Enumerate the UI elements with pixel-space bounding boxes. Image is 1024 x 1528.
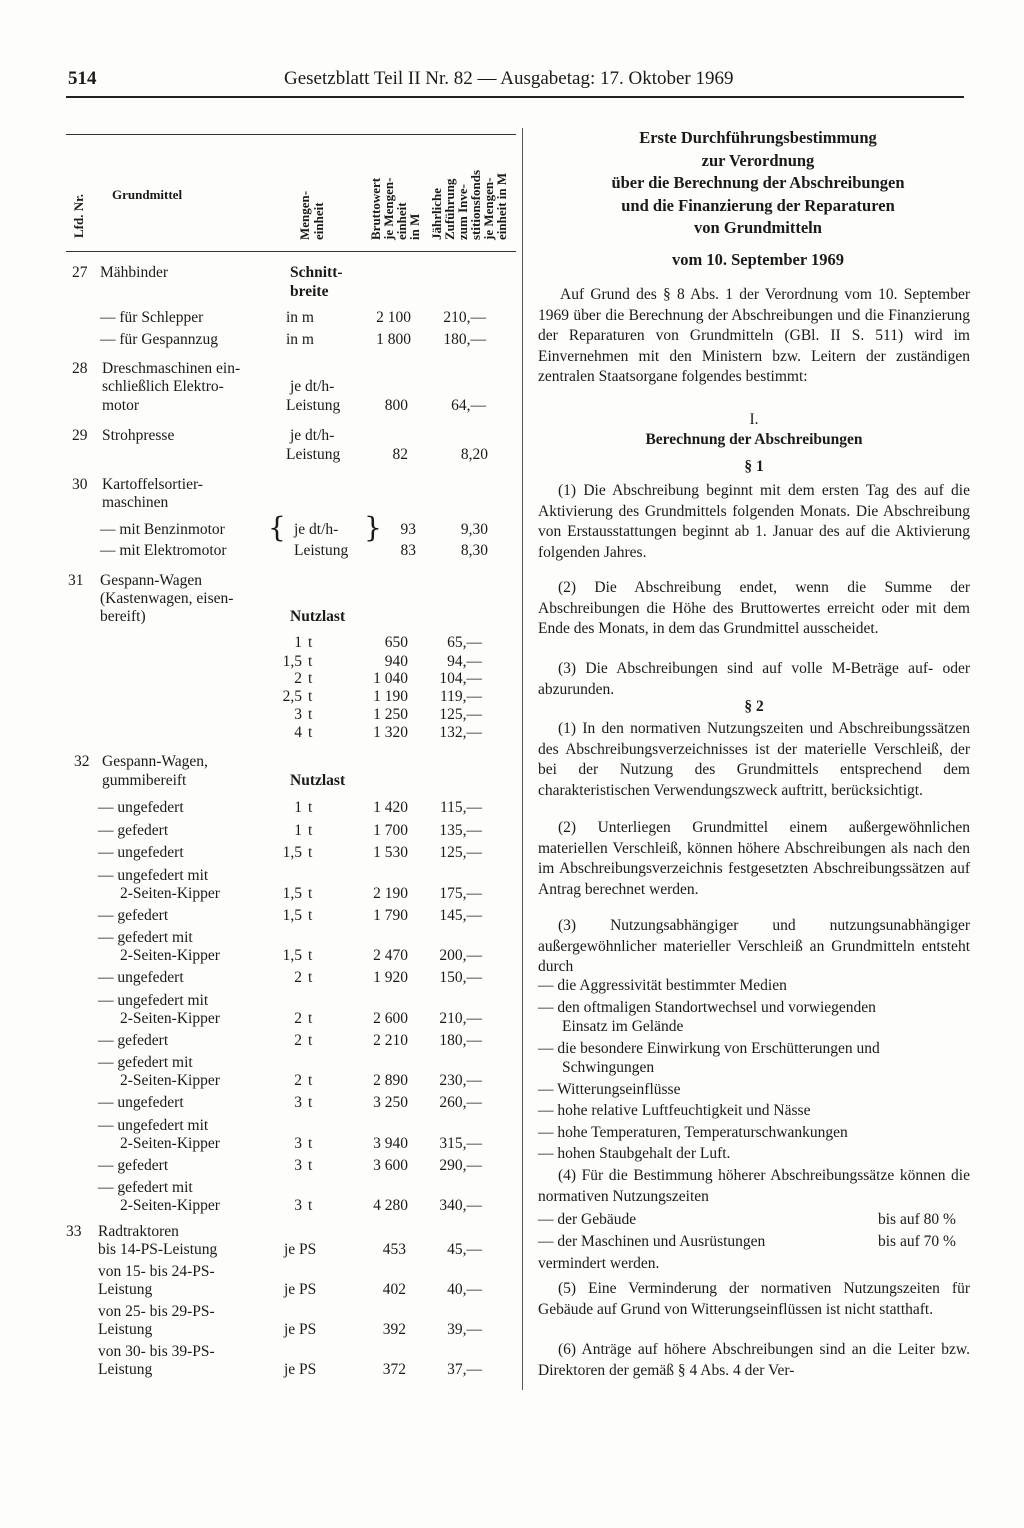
- load-amount: 2: [294, 1031, 302, 1049]
- load-unit: t: [308, 821, 313, 839]
- paragraph: (2) Die Abschreibung endet, wenn die Summe der Abschreibungen die Höhe des Bruttowertes erreicht oder mit dem Ende des Monats, in dem das Grundmittel ausscheidet.: [538, 579, 970, 638]
- unit-value: Leistung: [286, 397, 341, 414]
- load-unit: t: [308, 947, 313, 964]
- load-amount: 4: [294, 724, 302, 741]
- bruttowert-value: 1 320: [373, 724, 408, 741]
- sub-item-label: — gefedert mit: [98, 1179, 193, 1196]
- bruttowert-value: 2 470: [373, 947, 408, 964]
- item-label: (Kastenwagen, eisen-: [100, 590, 234, 607]
- row-number: 33: [66, 1223, 82, 1240]
- paragraph-heading: § 2: [744, 698, 764, 715]
- paragraph-heading: § 1: [744, 458, 764, 475]
- sub-item-label: — ungefedert mit: [98, 1116, 209, 1134]
- unit-value: je PS: [284, 1241, 317, 1258]
- load-amount: 3: [294, 1094, 302, 1111]
- list-item: Schwingungen: [562, 1058, 655, 1076]
- zufuehrung-value: 45,—: [447, 1241, 482, 1258]
- col-header-lfd-nr: Lfd. Nr.: [71, 194, 86, 238]
- bruttowert-value: 83: [400, 542, 416, 559]
- zufuehrung-value: 119,—: [439, 688, 482, 705]
- paragraph: (3) Nutzungsabhängiger und nutzungsunabhängiger außergewöhnlicher materieller Verschleiß an Grundmitteln entsteht durch: [538, 917, 970, 976]
- zufuehrung-value: 65,—: [447, 634, 482, 651]
- col-header-mengeneinheit-1: Mengen-: [297, 190, 312, 240]
- title-line: über die Berechnung der Abschreibungen: [611, 173, 905, 192]
- col-header-zufuehrung-6: einheit in M: [494, 172, 509, 240]
- item-label: Gespann-Wagen: [100, 572, 203, 589]
- load-unit: t: [308, 884, 313, 902]
- sub-item-label: von 25- bis 29-PS-: [98, 1303, 215, 1320]
- title-line: von Grundmitteln: [694, 218, 822, 237]
- zufuehrung-value: 210,—: [443, 309, 486, 326]
- bruttowert-value: 93: [400, 521, 416, 538]
- sub-item-label: 2-Seiten-Kipper: [120, 1072, 220, 1089]
- list-item: — der Maschinen und Ausrüstungen: [538, 1233, 766, 1250]
- col-header-bruttowert-4: in M: [407, 213, 422, 240]
- zufuehrung-value: 210,—: [439, 1009, 482, 1027]
- load-unit: t: [308, 724, 313, 741]
- section-title: Berechnung der Abschreibungen: [645, 431, 863, 448]
- unit-label: Nutzlast: [290, 772, 346, 789]
- bruttowert-value: 800: [384, 397, 408, 414]
- load-unit: t: [308, 906, 313, 924]
- unit-label: Nutzlast: [290, 608, 346, 625]
- load-amount: 3: [294, 1134, 302, 1152]
- sub-item-label: — ungefedert mit: [98, 991, 209, 1009]
- sub-item-label: — mit Elektromotor: [100, 542, 227, 559]
- unit-value: je PS: [284, 1281, 317, 1298]
- load-unit: t: [308, 670, 313, 687]
- zufuehrung-value: 115,—: [439, 799, 482, 816]
- running-header: Gesetzblatt Teil II Nr. 82 — Ausgabetag: 17. Oktober 1969: [284, 68, 734, 89]
- zufuehrung-value: 37,—: [447, 1361, 482, 1378]
- list-item-value: bis auf 80 %: [878, 1211, 956, 1228]
- document-title: [538, 127, 978, 240]
- sub-item-label: 2-Seiten-Kipper: [120, 884, 220, 902]
- load-amount: 2: [294, 969, 302, 986]
- col-header-mengeneinheit-2: einheit: [311, 202, 326, 240]
- load-unit: t: [308, 1134, 313, 1152]
- bruttowert-value: 1 790: [373, 906, 408, 924]
- list-item: — hohen Staubgehalt der Luft.: [538, 1145, 731, 1162]
- item-label: maschinen: [102, 494, 169, 511]
- title-line: Erste Durchführungsbestimmung: [639, 128, 877, 147]
- zufuehrung-value: 104,—: [439, 670, 482, 687]
- bruttowert-value: 940: [384, 653, 408, 670]
- row-number: 32: [74, 753, 90, 770]
- load-unit: t: [308, 1072, 313, 1089]
- unit-value: je PS: [284, 1321, 317, 1338]
- load-unit: t: [308, 1156, 313, 1174]
- col-header-bruttowert-3: einheit: [394, 202, 409, 240]
- zufuehrung-value: 8,20: [460, 446, 488, 463]
- unit-value: Leistung: [286, 446, 341, 463]
- row-number: 31: [68, 572, 84, 589]
- unit-value: in m: [286, 309, 314, 326]
- load-amount: 3: [294, 1156, 302, 1174]
- item-label: Kartoffelsortier-: [102, 476, 203, 493]
- sub-item-label: — gefedert: [98, 906, 169, 924]
- paragraph: (6) Anträge auf höhere Abschreibungen sind an die Leiter bzw. Direktoren der gemäß § 4 Abs. 4 der Ver-: [538, 1341, 970, 1379]
- list-item: — hohe relative Luftfeuchtigkeit und Nässe: [538, 1102, 811, 1119]
- col-header-zufuehrung-5: je Mengen-: [481, 177, 496, 240]
- bruttowert-value: 4 280: [373, 1197, 408, 1214]
- header-rule: [66, 96, 964, 98]
- paragraph-end: vermindert werden.: [538, 1255, 660, 1272]
- load-amount: 1,5: [282, 653, 302, 670]
- bruttowert-value: 2 210: [373, 1031, 408, 1049]
- zufuehrung-value: 9,30: [460, 521, 488, 538]
- zufuehrung-value: 200,—: [439, 947, 482, 964]
- load-amount: 1,5: [282, 947, 302, 964]
- bruttowert-value: 2 890: [373, 1072, 408, 1089]
- sub-item-label: Leistung: [98, 1281, 153, 1298]
- load-unit: t: [308, 634, 313, 651]
- zufuehrung-value: 340,—: [439, 1197, 482, 1214]
- paragraph: (4) Für die Bestimmung höherer Abschreibungssätze können die normativen Nutzungszeiten: [538, 1167, 970, 1205]
- load-unit: t: [308, 1197, 313, 1214]
- load-amount: 1,5: [282, 884, 302, 902]
- list-item: — der Gebäude: [538, 1211, 637, 1228]
- row-number: 28: [72, 360, 88, 377]
- unit-value: je dt/h-: [290, 378, 335, 395]
- list-item: — die besondere Einwirkung von Erschütterungen und: [538, 1039, 880, 1057]
- zufuehrung-value: 39,—: [447, 1321, 482, 1338]
- paragraph: (1) Die Abschreibung beginnt mit dem ersten Tag des auf die Aktivierung des Grundmittels folgenden Monats. Die Abschreibung von Erstausstattungen beginnt ab 1. Januar des auf die Aktivierung folgenden Jahres.: [538, 482, 970, 561]
- col-header-grundmittel: Grundmittel: [112, 187, 183, 202]
- load-amount: 3: [294, 706, 302, 723]
- brace-right: }: [364, 511, 382, 544]
- col-header-zufuehrung-4: stitionsfonds: [468, 169, 483, 240]
- item-label: Gespann-Wagen,: [102, 753, 208, 770]
- bruttowert-value: 3 600: [373, 1156, 408, 1174]
- zufuehrung-value: 290,—: [439, 1156, 482, 1174]
- sub-item-label: von 15- bis 24-PS-: [98, 1263, 215, 1280]
- zufuehrung-value: 175,—: [439, 884, 482, 902]
- zufuehrung-value: 8,30: [460, 542, 488, 559]
- col-header-zufuehrung-1: Jährliche: [429, 188, 444, 240]
- col-header-bruttowert-1: Bruttowert: [368, 177, 383, 240]
- intro-paragraph: Auf Grund des § 8 Abs. 1 der Verordnung vom 10. September 1969 über die Berechnung der Abschreibungen und die Finanzierung der Reparaturen von Grundmitteln (GBl. II S. 511) wird im Einvernehmen mit den Ministern bzw. Leitern der zuständigen zentralen Staatsorgane folgendes bestimmt:: [538, 286, 970, 386]
- zufuehrung-value: 94,—: [447, 653, 482, 670]
- paragraph: (3) Die Abschreibungen sind auf volle M-Beträge auf- oder abzurunden.: [538, 660, 970, 698]
- sub-item-label: Leistung: [98, 1321, 153, 1338]
- paragraph: (5) Eine Verminderung der normativen Nutzungszeiten für Gebäude auf Grund von Witterungseinflüssen ist nicht statthaft.: [538, 1280, 970, 1318]
- sub-item-label: 2-Seiten-Kipper: [120, 947, 220, 964]
- bruttowert-value: 1 700: [373, 821, 408, 839]
- load-amount: 3: [294, 1197, 302, 1214]
- bruttowert-value: 402: [382, 1281, 406, 1298]
- load-amount: 2: [294, 670, 302, 687]
- item-label: Dreschmaschinen ein-: [102, 360, 241, 377]
- item-label: bereift): [100, 608, 146, 625]
- sub-item-label: Leistung: [98, 1361, 153, 1378]
- bruttowert-value: 392: [382, 1321, 406, 1338]
- bruttowert-value: 1 250: [373, 706, 408, 723]
- load-unit: t: [308, 969, 313, 986]
- unit-value: je dt/h-: [290, 427, 335, 444]
- page-number: 514: [68, 68, 97, 89]
- col-header-zufuehrung-2: Zuführung: [442, 178, 457, 240]
- bruttowert-value: 453: [382, 1241, 406, 1258]
- section-number: I.: [749, 411, 759, 428]
- load-amount: 1,5: [282, 906, 302, 924]
- sub-item-label: — ungefedert: [98, 844, 184, 861]
- table-header-bottom-rule: [66, 251, 516, 252]
- paragraph: (2) Unterliegen Grundmittel einem außergewöhnlichen materiellen Verschleiß, können höhere Abschreibungen als nach den im Abschreibungsverzeichnis festgesetzten Abschreibungssätzen auf Antrag berechnet werden.: [538, 819, 970, 898]
- item-label: Mähbinder: [100, 264, 169, 281]
- col-header-zufuehrung-3: zum Inve-: [455, 184, 470, 240]
- zufuehrung-value: 125,—: [439, 706, 482, 723]
- zufuehrung-value: 132,—: [439, 724, 482, 741]
- row-number: 29: [72, 427, 88, 444]
- bruttowert-value: 82: [392, 446, 408, 463]
- bruttowert-value: 2 100: [376, 309, 411, 326]
- sub-item-label: — für Gespannzug: [100, 331, 218, 348]
- sub-item-label: 2-Seiten-Kipper: [120, 1009, 220, 1027]
- sub-item-label: 2-Seiten-Kipper: [120, 1134, 220, 1152]
- row-number: 30: [72, 476, 88, 493]
- bruttowert-value: 1 420: [373, 799, 408, 816]
- brace-left: {: [268, 511, 286, 544]
- sub-item-label: — gefedert: [98, 1031, 169, 1049]
- column-divider: [522, 128, 523, 1390]
- bruttowert-value: 3 250: [373, 1094, 408, 1111]
- bruttowert-value: 1 800: [376, 331, 411, 348]
- unit-value: je PS: [284, 1361, 317, 1378]
- load-unit: t: [308, 1009, 313, 1027]
- zufuehrung-value: 230,—: [439, 1072, 482, 1089]
- bruttowert-value: 1 920: [373, 969, 408, 986]
- unit-value: in m: [286, 331, 314, 348]
- bruttowert-value: 372: [382, 1361, 406, 1378]
- load-amount: 1: [294, 821, 302, 839]
- load-unit: t: [308, 706, 313, 723]
- sub-item-label: 2-Seiten-Kipper: [120, 1197, 220, 1214]
- sub-item-label: von 30- bis 39-PS-: [98, 1343, 215, 1360]
- bruttowert-value: 1 190: [373, 688, 408, 705]
- unit-label: breite: [290, 283, 329, 300]
- title-line: und die Finanzierung der Reparaturen: [621, 195, 895, 215]
- zufuehrung-value: 180,—: [439, 1031, 482, 1049]
- load-amount: 1: [294, 799, 302, 816]
- load-amount: 2: [294, 1072, 302, 1089]
- item-label: gummibereift: [102, 772, 187, 789]
- list-item: — hohe Temperaturen, Temperaturschwankungen: [538, 1123, 848, 1141]
- zufuehrung-value: 260,—: [439, 1094, 482, 1111]
- row-number: 27: [72, 264, 88, 281]
- list-item: — die Aggressivität bestimmter Medien: [538, 977, 787, 994]
- load-unit: t: [308, 688, 313, 705]
- unit-value: Leistung: [294, 542, 349, 559]
- list-item: Einsatz im Gelände: [562, 1017, 684, 1035]
- list-item-value: bis auf 70 %: [878, 1233, 956, 1250]
- load-unit: t: [308, 1094, 313, 1111]
- sub-item-label: — für Schlepper: [100, 309, 204, 326]
- sub-item-label: — gefedert: [98, 821, 169, 839]
- zufuehrung-value: 40,—: [447, 1281, 482, 1298]
- bruttowert-value: 2 190: [373, 884, 408, 902]
- item-label: Strohpresse: [102, 427, 175, 444]
- load-amount: 1: [294, 634, 302, 651]
- unit-label: Schnitt-: [290, 264, 343, 281]
- load-amount: 2,5: [282, 688, 302, 705]
- sub-item-label: — ungefedert: [98, 969, 184, 986]
- zufuehrung-value: 125,—: [439, 844, 482, 861]
- col-header-bruttowert-2: je Mengen-: [381, 177, 396, 240]
- item-label: motor: [102, 397, 140, 414]
- sub-item-label: — gefedert: [98, 1156, 169, 1174]
- bruttowert-value: 1 530: [373, 844, 408, 861]
- document-date: vom 10. September 1969: [671, 250, 844, 269]
- sub-item-label: — gefedert mit: [98, 1054, 193, 1071]
- bruttowert-value: 3 940: [373, 1134, 408, 1152]
- load-unit: t: [308, 1031, 313, 1049]
- zufuehrung-value: 150,—: [439, 969, 482, 986]
- bruttowert-value: 650: [384, 634, 408, 651]
- load-unit: t: [308, 844, 313, 861]
- bruttowert-value: 2 600: [373, 1009, 408, 1027]
- sub-item-label: — ungefedert: [98, 1094, 184, 1111]
- load-amount: 2: [294, 1009, 302, 1027]
- table-top-rule: [66, 134, 516, 135]
- sub-item-label: — mit Benzinmotor: [100, 521, 225, 538]
- zufuehrung-value: 145,—: [439, 906, 482, 924]
- unit-value: je dt/h-: [294, 521, 339, 538]
- sub-item-label: — ungefedert mit: [98, 866, 209, 884]
- zufuehrung-value: 135,—: [439, 821, 482, 839]
- zufuehrung-value: 64,—: [451, 397, 486, 414]
- item-label: Radtraktoren: [98, 1223, 179, 1240]
- list-item: — den oftmaligen Standortwechsel und vorwiegenden: [538, 998, 876, 1016]
- item-label: schließlich Elektro-: [102, 378, 224, 395]
- zufuehrung-value: 315,—: [439, 1134, 482, 1152]
- paragraph: (1) In den normativen Nutzungszeiten und Abschreibungssätzen des Abschreibungsverzeichnisses ist der materielle Verschleiß, der bei der Nutzung des Grundmittels entsprechend dem charakteristischen Verwendungszweck auftritt, berücksichtigt.: [538, 720, 970, 799]
- sub-item-label: — gefedert mit: [98, 929, 193, 946]
- load-amount: 1,5: [282, 844, 302, 861]
- sub-item-label: bis 14-PS-Leistung: [98, 1241, 218, 1258]
- sub-item-label: — ungefedert: [98, 799, 184, 816]
- load-unit: t: [308, 653, 313, 670]
- list-item: — Witterungseinflüsse: [538, 1080, 681, 1098]
- load-unit: t: [308, 799, 313, 816]
- bruttowert-value: 1 040: [373, 670, 408, 687]
- title-line: zur Verordnung: [701, 150, 815, 170]
- zufuehrung-value: 180,—: [443, 331, 486, 348]
